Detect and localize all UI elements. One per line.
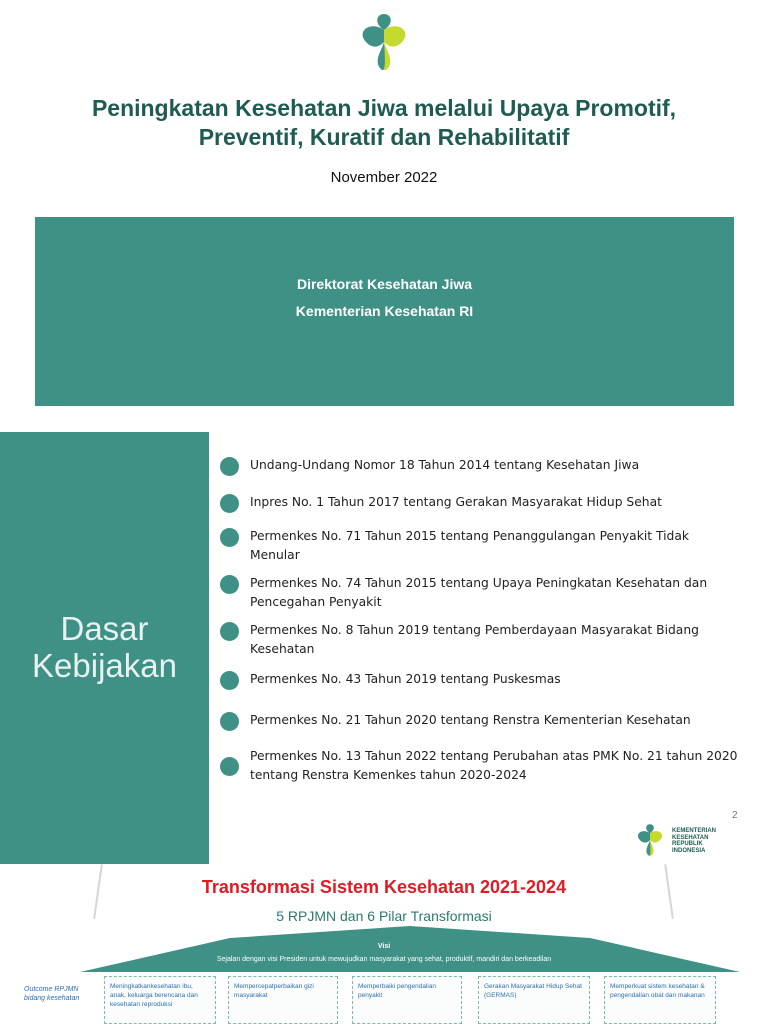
side-panel — [0, 432, 209, 864]
pillar-card: Memperkuat sistem kesehatan & pengendalian obat dan makanan — [604, 976, 716, 1024]
ministry-name: Kementerian Kesehatan RI — [295, 303, 474, 319]
bullet-icon — [220, 757, 239, 776]
outcome-label: Outcome RPJMN bidang kesehatan — [24, 986, 80, 1002]
slide-title — [0, 0, 768, 432]
bullet-icon — [220, 528, 239, 547]
policy-text: Permenkes No. 71 Tahun 2015 tentang Penanggulangan Penyakit Tidak Menular — [250, 529, 689, 562]
section-title-line-1: Dasar — [60, 610, 149, 647]
policy-text: Permenkes No. 21 Tahun 2020 tentang Renstra Kementerian Kesehatan — [250, 713, 691, 727]
bullet-icon — [220, 622, 239, 641]
policy-text: Inpres No. 1 Tahun 2017 tentang Gerakan Masyarakat Hidup Sehat — [250, 495, 662, 509]
logo-text-line: REPUBLIK — [672, 841, 703, 847]
title-line-2: Preventif, Kuratif dan Rehabilitatif — [198, 124, 570, 150]
policy-text: Permenkes No. 43 Tahun 2019 tentang Puskesmas — [250, 672, 561, 686]
visi-text: Sejalan dengan visi Presiden untuk mewujudkan masyarakat yang sehat, produktif, mandiri dan berkeadilan — [216, 956, 552, 963]
policy-text: Undang-Undang Nomor 18 Tahun 2014 tentang Kesehatan Jiwa — [250, 458, 640, 472]
logo-text-line: KEMENTERIAN — [672, 828, 717, 834]
policy-text: Permenkes No. 13 Tahun 2022 tentang Perubahan atas PMK No. 21 tahun 2020 tentang Renstra Kemenkes tahun 2020-2024 — [250, 749, 738, 782]
bullet-icon — [220, 712, 239, 731]
bullet-icon — [220, 494, 239, 513]
slide-transformasi — [0, 864, 768, 1024]
visi-label: Visi — [377, 943, 391, 950]
pillar-card: Mempercepatperbaikan gizi masyarakat — [228, 976, 338, 1024]
section-title-line-2: Kebijakan — [32, 647, 177, 684]
bullet-icon — [220, 457, 239, 476]
kemenkes-logo-icon — [632, 822, 668, 858]
bullet-icon — [220, 575, 239, 594]
page-number: 2 — [732, 810, 738, 821]
pillar-card: Memperbaiki pengendalian penyakit — [352, 976, 462, 1024]
transformation-subtitle: 5 RPJMN dan 6 Pilar Transformasi — [276, 908, 492, 924]
title-line-1: Peningkatan Kesehatan Jiwa melalui Upaya Promotif, — [91, 95, 677, 121]
kemenkes-logo-icon — [352, 10, 416, 74]
pillar-card: Gerakan Masyarakat Hidup Sehat (GERMAS) — [478, 976, 590, 1024]
transformation-title: Transformasi Sistem Kesehatan 2021-2024 — [201, 877, 567, 897]
bullet-icon — [220, 671, 239, 690]
policy-text: Permenkes No. 8 Tahun 2019 tentang Pemberdayaan Masyarakat Bidang Kesehatan — [250, 623, 699, 656]
presentation-date: November 2022 — [330, 169, 438, 186]
pillar-card: Meningkatkankesehatan ibu, anak, keluarga berencana dan kesehatan reproduksi — [104, 976, 216, 1024]
logo-text-line: INDONESIA — [672, 847, 706, 854]
slide-dasar-kebijakan — [0, 432, 768, 864]
logo-text-line: KESEHATAN — [672, 834, 709, 841]
policy-text: Permenkes No. 74 Tahun 2015 tentang Upaya Peningkatan Kesehatan dan Pencegahan Penyakit — [250, 576, 708, 609]
ministry-logo-text — [672, 828, 752, 854]
presentation-title — [20, 94, 748, 152]
directorate-name: Direktorat Kesehatan Jiwa — [296, 276, 473, 292]
section-title — [0, 610, 209, 684]
organization-box — [35, 217, 734, 406]
